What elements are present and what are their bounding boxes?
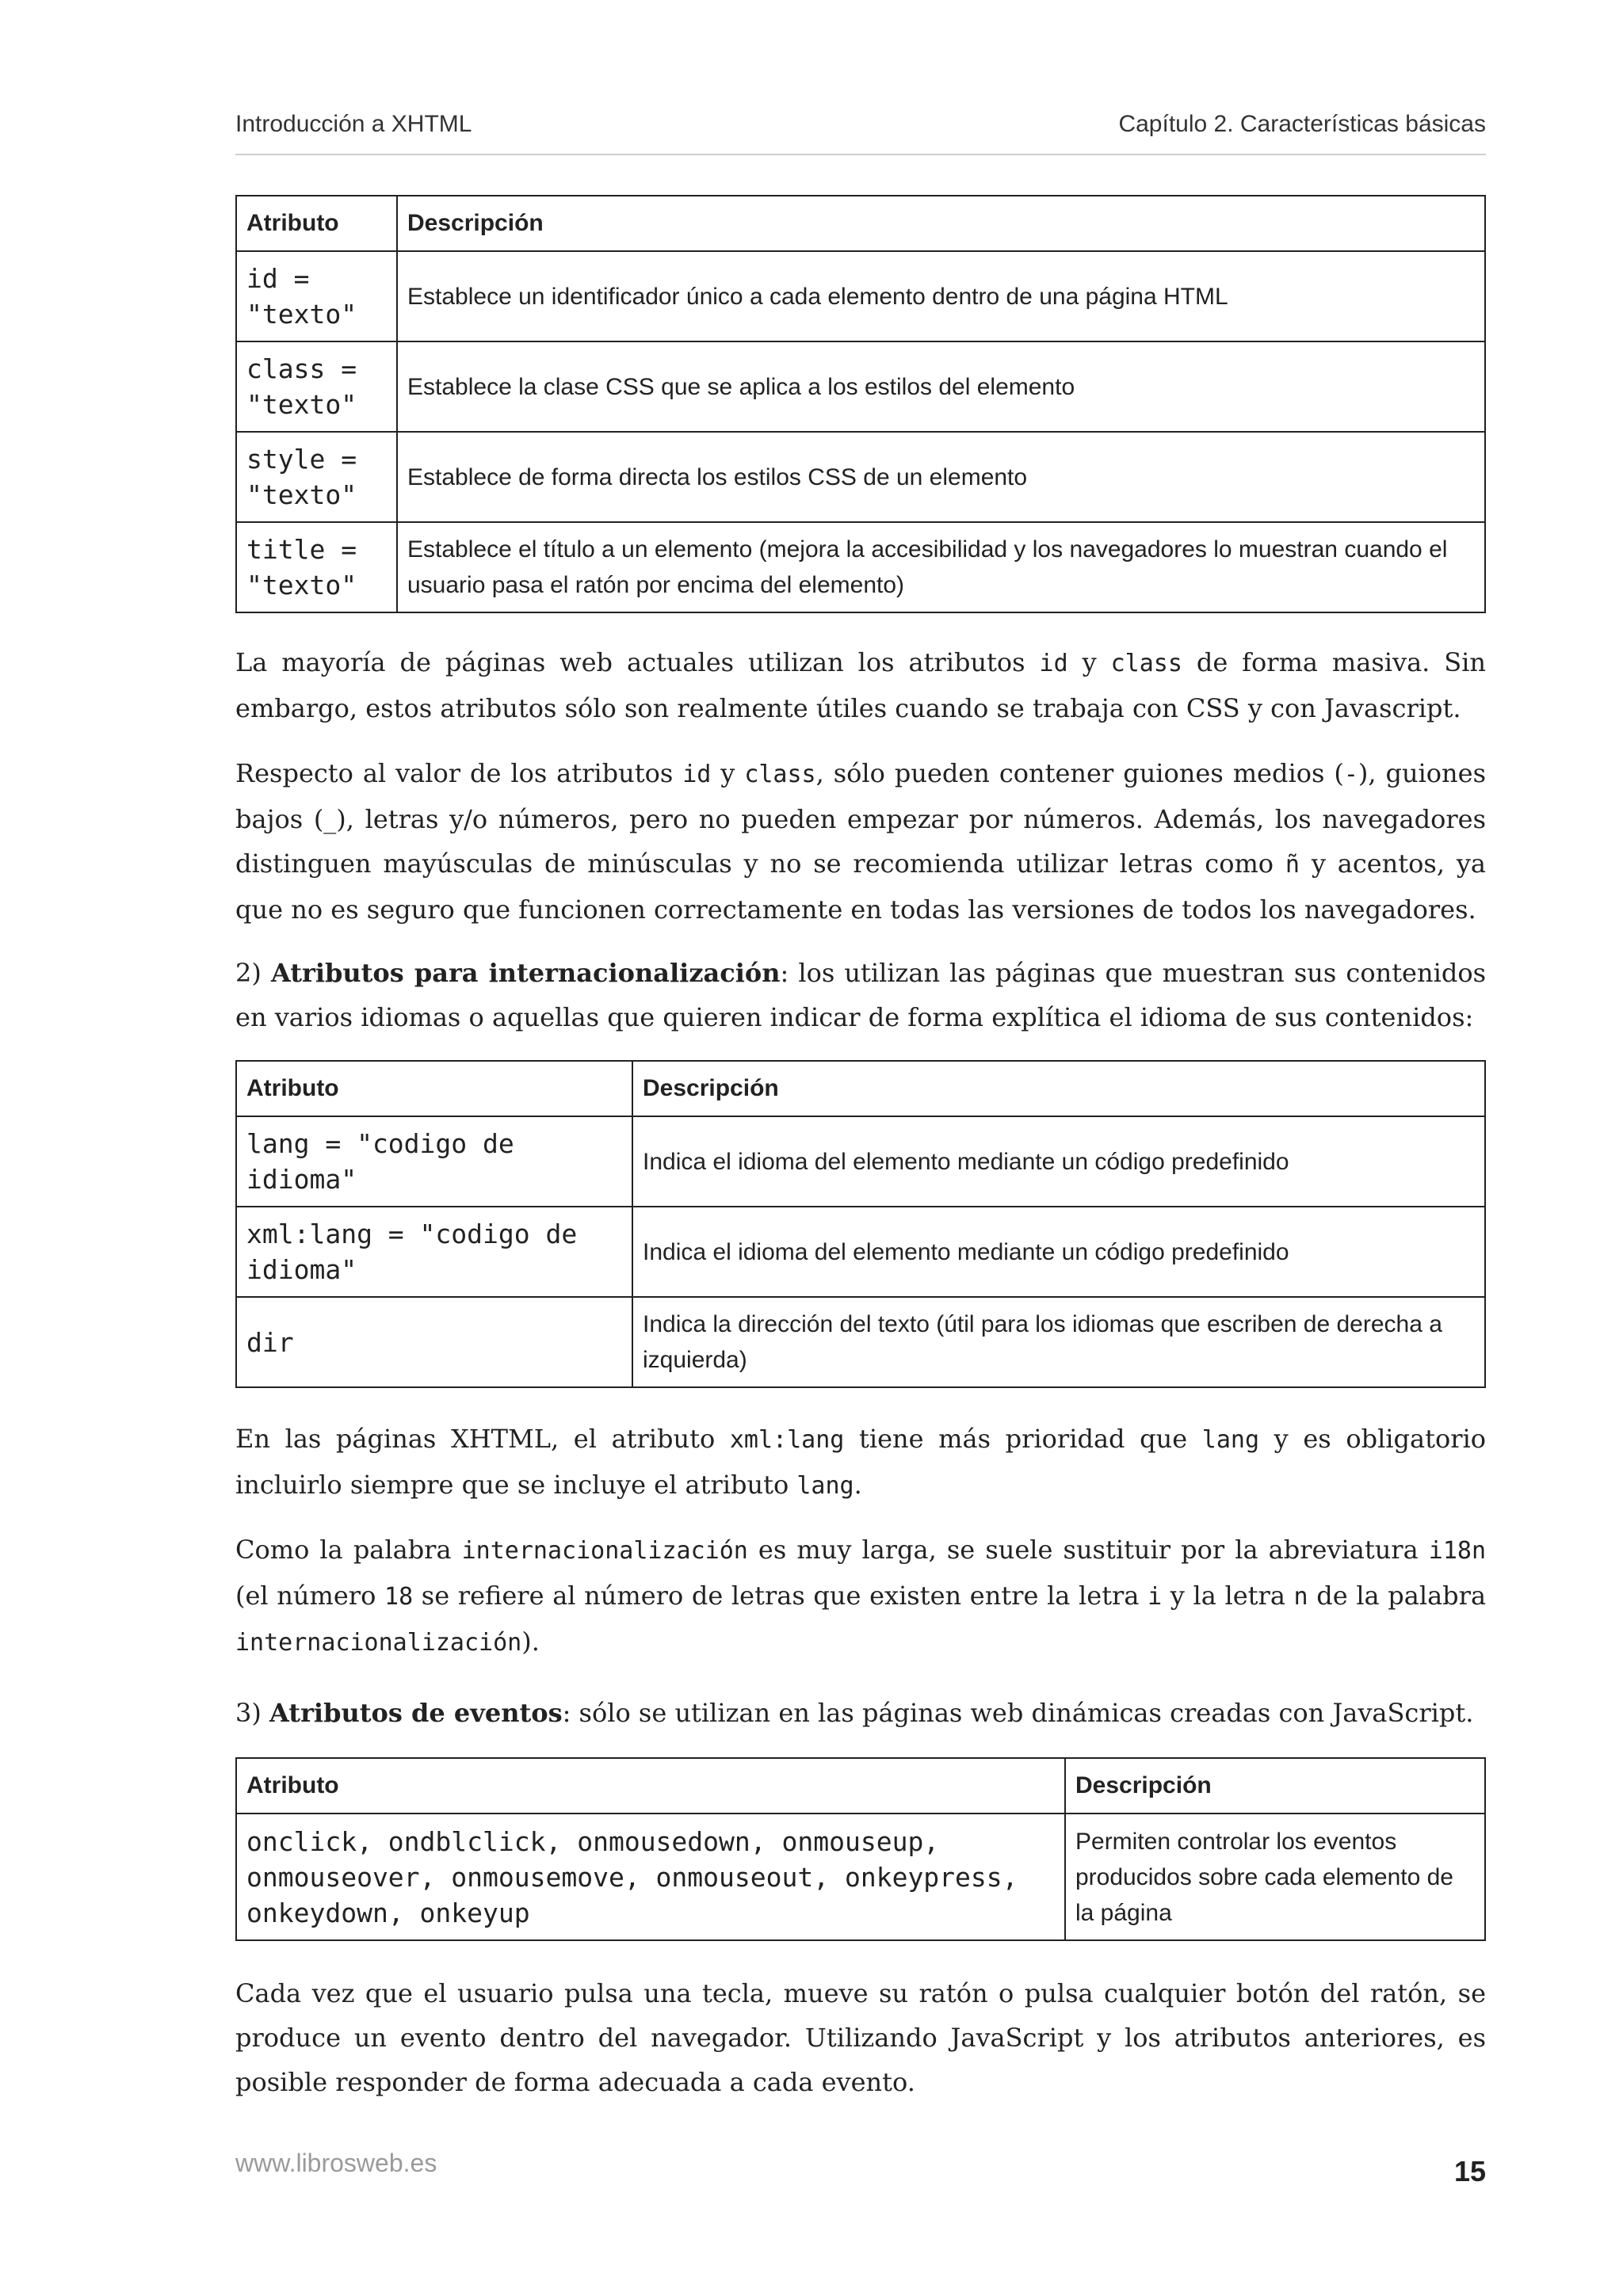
chapter-title: Capítulo 2. Características básicas xyxy=(1118,111,1486,137)
page-number: 15 xyxy=(1453,2155,1486,2187)
attribute-cell: onclick, ondblclick, onmousedown, onmouseup, onmouseover, onmousemove, onmouseout, onkeypress, onkeydown, onkeyup xyxy=(236,1814,1065,1940)
description-cell: Establece la clase CSS que se aplica a los estilos del elemento xyxy=(397,341,1485,432)
table-row xyxy=(236,1814,1485,1940)
paragraph-events-explanation: Cada vez que el usuario pulsa una tecla, mueve su ratón o pulsa cualquier botón del ratón, se produce un evento dentro del navegador. Utilizando JavaScript y los atributos anteriores, es posible responder de forma adecuada a cada evento. xyxy=(235,1978,1486,2097)
attribute-cell: id = "texto" xyxy=(236,251,397,341)
attributes-table-events xyxy=(235,1757,1486,1941)
column-header-attribute: Atributo xyxy=(236,1061,632,1116)
column-header-description: Descripción xyxy=(632,1061,1485,1116)
book-title: Introducción a XHTML xyxy=(235,111,472,137)
paragraph-id-class-values: Respecto al valor de los atributos id y class, sólo pueden contener guiones medios (-), guiones bajos (_), letras y/o números, pero no pueden empezar por números. Además, los navegadores distinguen mayúsculas de minúsculas y no se recomienda utilizar letras como ñ y acentos, ya que no es seguro que funcionen correctamente en todas las versiones de todos los navegadores. xyxy=(235,758,1487,925)
attributes-table-i18n xyxy=(235,1060,1486,1388)
column-header-attribute: Atributo xyxy=(236,196,397,251)
attribute-cell: lang = "codigo de idioma" xyxy=(236,1116,632,1207)
table-row xyxy=(236,1207,1485,1297)
footer-website: www.librosweb.es xyxy=(235,2149,437,2177)
description-cell: Permiten controlar los eventos producidos sobre cada elemento de la página xyxy=(1065,1814,1485,1940)
table-row xyxy=(236,522,1485,612)
column-header-description: Descripción xyxy=(1065,1758,1485,1814)
table-header-row xyxy=(236,1758,1485,1814)
attribute-cell: xml:lang = "codigo de idioma" xyxy=(236,1207,632,1297)
column-header-attribute: Atributo xyxy=(236,1758,1065,1814)
table-row xyxy=(236,251,1485,341)
attribute-cell: style = "texto" xyxy=(236,432,397,522)
attribute-cell: title = "texto" xyxy=(236,522,397,612)
paragraph-i18n-attributes: 2) Atributos para internacionalización: los utilizan las páginas que muestran sus contenidos en varios idiomas o aquellas que quieren indicar de forma explítica el idioma de sus contenidos: xyxy=(235,958,1487,1032)
table-header-row xyxy=(236,1061,1485,1116)
paragraph-xml-lang-priority: En las páginas XHTML, el atributo xml:lang tiene más prioridad que lang y es obligatorio incluirlo siempre que se incluye el atributo lang. xyxy=(235,1424,1487,1500)
table-row xyxy=(236,341,1485,432)
column-header-description: Descripción xyxy=(397,196,1485,251)
table-row xyxy=(236,432,1485,522)
attributes-table-basic xyxy=(235,195,1486,613)
table-row xyxy=(236,1297,1485,1387)
attribute-cell: class = "texto" xyxy=(236,341,397,432)
description-cell: Indica el idioma del elemento mediante un código predefinido xyxy=(632,1207,1485,1297)
attribute-cell: dir xyxy=(236,1297,632,1387)
description-cell: Indica el idioma del elemento mediante un código predefinido xyxy=(632,1116,1485,1207)
paragraph-event-attributes: 3) Atributos de eventos: sólo se utilizan en las páginas web dinámicas creadas con JavaScript. xyxy=(235,1698,1474,1728)
description-cell: Indica la dirección del texto (útil para los idiomas que escriben de derecha a izquierda) xyxy=(632,1297,1485,1387)
page-header xyxy=(235,111,1486,155)
table-header-row xyxy=(236,196,1485,251)
description-cell: Establece de forma directa los estilos CSS de un elemento xyxy=(397,432,1485,522)
description-cell: Establece un identificador único a cada elemento dentro de una página HTML xyxy=(397,251,1485,341)
description-cell: Establece el título a un elemento (mejora la accesibilidad y los navegadores lo muestran cuando el usuario pasa el ratón por encima del elemento) xyxy=(397,522,1485,612)
paragraph-i18n-abbreviation: Como la palabra internacionalización es muy larga, se suele sustituir por la abreviatura i18n (el número 18 se refiere al número de letras que existen entre la letra i y la letra n de la palabra internacionalización). xyxy=(235,1535,1487,1657)
paragraph-id-class-usage: La mayoría de páginas web actuales utilizan los atributos id y class de forma masiva. Sin embargo, estos atributos sólo son realmente útiles cuando se trabaja con CSS y con Javascript. xyxy=(235,647,1487,723)
table-row xyxy=(236,1116,1485,1207)
